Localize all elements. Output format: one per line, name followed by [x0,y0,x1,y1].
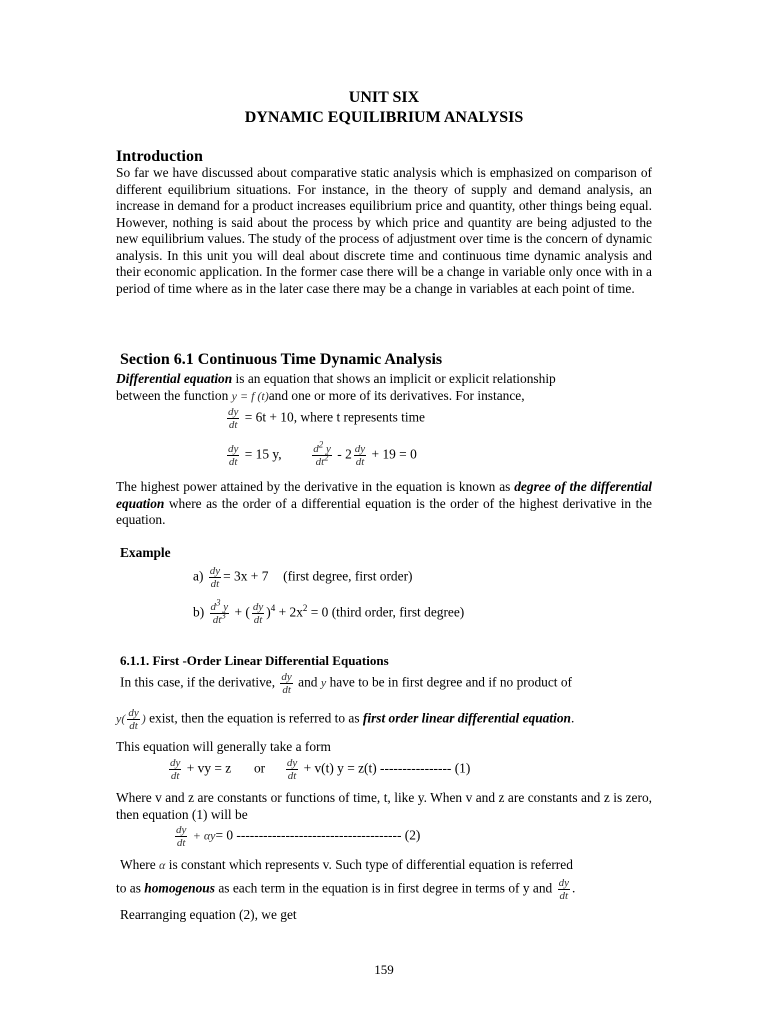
example-b-rhs: = 0 (third order, first degree) [310,604,465,620]
example-a [193,565,413,590]
homog-end: . [571,880,576,896]
frac-den: $dt^2$ [315,452,329,468]
example-a-rhs: = 3x + 7 [223,568,269,584]
degree-text2: where as the order of a differential equation is the order of the highest derivative in the equation. [116,495,652,527]
frac-num: dy [170,757,181,769]
dt-symbol: dt [315,456,325,468]
fraction-dy-dt [252,601,264,626]
homogenous-line [116,877,575,902]
eq-form-b: + v(t) y = z(t) ---------------- (1) [303,760,471,776]
frac-den: dt [355,456,365,468]
first-order-linear-term: first order linear differential equation [362,710,571,726]
linear-line3: This equation will generally take a form [116,739,331,754]
unit-title: UNIT SIX [348,89,420,106]
line2b: . [570,710,575,726]
frac-num: dy [128,707,139,719]
frac-den: dt [129,720,138,732]
line1a: In this case, if the derivative, [120,674,276,690]
frac-den: dt [559,890,569,902]
eq-form-or: or [253,760,266,776]
fraction-dy-dt [175,824,187,849]
example-b-close: ) [266,604,271,620]
fraction-dy-dt [286,757,298,782]
linear-line1 [120,671,572,696]
definition-text2a: between the function [116,388,232,403]
frac-num: dy [228,443,239,455]
frac-den: dt [170,770,180,782]
frac-num: dy [252,601,264,613]
y-symbol: y [326,443,331,455]
subsection-heading: 6.1.1. First -Order Linear Differential Equations [120,653,389,668]
eq1-rhs: = 6t + 10, where t represents time [244,409,425,425]
alpha-symbol: α [159,858,166,872]
homogeneous-equation [173,824,420,849]
frac-den: dt [282,684,291,696]
section-heading: Section 6.1 Continuous Time Dynamic Analysis [120,351,443,368]
degree-paragraph [116,479,652,529]
line1c: have to be in first degree and if no product of [329,674,572,690]
fraction-d3y-dt3 [210,597,230,626]
line1b: and [298,674,318,690]
fraction-dy-dt [209,565,221,590]
frac-num: dy [176,824,187,836]
fraction-dy-dt [127,707,139,732]
frac-den: dt [228,419,238,431]
unit-subtitle: DYNAMIC EQUILIBRIUM ANALYSIS [244,109,524,126]
definition-text1: is an equation that shows an implicit or explicit relationship [232,371,556,386]
d-symbol: d [313,443,319,455]
frac-den: dt [176,837,186,849]
example-b-exponent: 4 [270,603,276,614]
frac-num: $d^3$ y [210,597,229,613]
homog-a: to as [116,880,145,896]
equation-example-1 [225,406,425,431]
fraction-dy-dt [227,406,239,431]
fraction-d2y-dt2 [312,439,332,468]
example-b [193,597,465,626]
frac-num: dy [558,877,569,889]
fraction-dy-dt [169,757,181,782]
frac-num: dy [286,757,298,769]
example-a-note: (first degree, first order) [283,568,413,584]
equation-example-2 [225,439,417,468]
example-b-square: 2 [302,603,308,614]
frac-den: dt [210,578,220,590]
function-notation: y = f (t) [231,389,269,403]
frac-den: dt [287,770,297,782]
frac-num: dy [209,565,221,577]
alpha-y-term: + αy [192,828,216,843]
frac-num: dy [228,406,239,418]
definition-text2b: and one or more of its derivatives. For instance, [268,388,525,403]
d-symbol: d [210,601,217,613]
degree-text1: The highest power attained by the derivative in the equation is known as [116,479,515,494]
eq2-rhs: = 0 ------------------------------------- (2) [215,827,421,843]
y-paren: y( [116,711,126,726]
example-a-label: a) [193,568,204,584]
example-b-label: b) [193,604,205,620]
paren-close: ) [141,711,146,726]
eq2-a: = 15 y, [244,446,282,462]
line2a: exist, then the equation is referred to as [149,710,363,726]
rearranging-line: Rearranging equation (2), we get [120,907,297,922]
fraction-dy-dt [354,443,366,468]
fraction-dy-dt [227,443,239,468]
frac-den: dt [253,614,263,626]
y-symbol: y [320,675,327,690]
dt-symbol: dt [212,614,222,626]
y-symbol: y [223,601,229,613]
where-paragraph [116,790,652,823]
eq2-b: - 2 [337,446,352,462]
alpha-line [120,857,573,873]
eq2-c: + 19 = 0 [371,446,417,462]
frac-den: dt [228,456,238,468]
fraction-dy-dt [558,877,570,902]
fraction-dy-dt [280,671,292,696]
alpha-text1: Where [120,857,156,872]
differential-equation-term: Differential equation [116,371,233,386]
differential-definition-line2 [116,388,525,404]
example-b-mid: + 2x [278,604,303,620]
frac-num: dy [354,443,366,455]
introduction-text: So far we have discussed about comparative static analysis which is emphasized on comparison of different equilibrium situations. For instance, in the theory of supply and demand analysis, an increase in demand for a product increases equilibrium price and quantity, other things being equal. However, nothing is said about the process by which price and quantity are being adjusted to the new equilibrium values. The study of the process of adjustment over time is the concern of dynamic analysis. In this unit you will deal about discrete time and continuous time dynamic analysis and their economic application. In the former case there will be a change in variable only once with in a period of time where as in the later case there may be a change in variables at each point of time. [116,165,652,296]
frac-den: $dt^3$ [212,610,226,626]
introduction-paragraph [116,165,652,297]
differential-definition-line1 [116,371,652,387]
introduction-heading: Introduction [116,148,203,165]
homogenous-term: homogenous [144,880,215,896]
page-number: 159 [374,962,394,977]
where-text: Where v and z are constants or functions of time, t, like y. When v and z are constants and z is zero, then equation (1) will be [116,790,652,822]
linear-line2 [116,707,574,732]
general-form-equation [167,757,470,782]
degree-text [116,479,652,529]
homog-b: as each term in the equation is in first degree in terms of y and [214,880,553,896]
example-heading: Example [120,545,171,560]
eq-form-a: + vy = z [186,760,232,776]
frac-num: $d^2$ y [313,439,331,455]
frac-num: dy [281,671,292,683]
alpha-text2: is constant which represents v. Such type of differential equation is referred [168,857,573,872]
example-b-plus: + ( [234,604,250,620]
degree-term: degree of the differential equation [116,479,653,511]
